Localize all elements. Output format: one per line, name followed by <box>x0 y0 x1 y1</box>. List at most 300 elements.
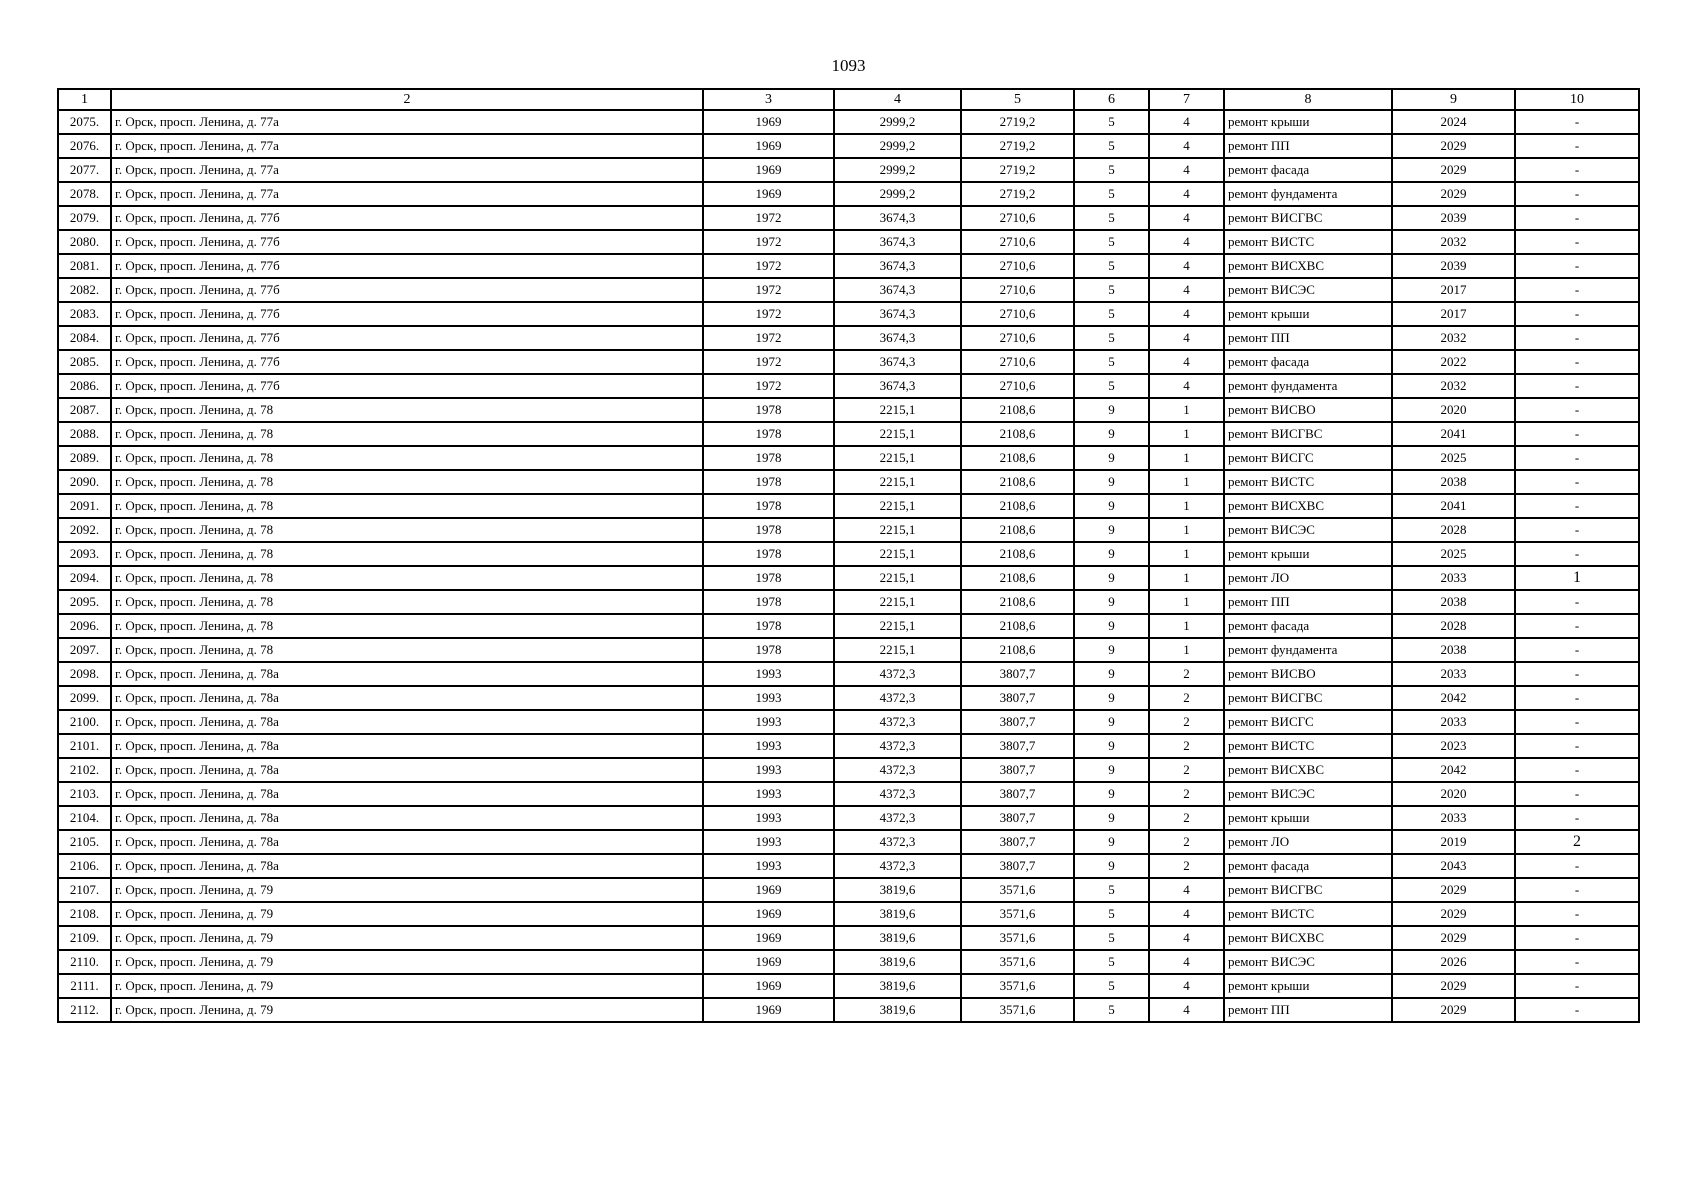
address-cell: г. Орск, просп. Ленина, д. 78 <box>111 398 703 422</box>
total-area-cell: 2215,1 <box>834 590 961 614</box>
planned-year-cell: 2042 <box>1392 758 1515 782</box>
total-area-cell: 3674,3 <box>834 230 961 254</box>
planned-year-cell: 2032 <box>1392 230 1515 254</box>
entrances-cell: 4 <box>1149 350 1224 374</box>
flag-value-cell: - <box>1515 542 1639 566</box>
entrances-cell: 1 <box>1149 614 1224 638</box>
planned-year-cell: 2029 <box>1392 878 1515 902</box>
floors-cell: 9 <box>1074 470 1149 494</box>
living-area-cell: 2710,6 <box>961 254 1074 278</box>
flag-value-cell: 2 <box>1515 830 1639 854</box>
planned-year-cell: 2041 <box>1392 494 1515 518</box>
living-area-cell: 2719,2 <box>961 182 1074 206</box>
work-type-cell: ремонт фасада <box>1224 854 1392 878</box>
flag-value-cell: - <box>1515 710 1639 734</box>
entrances-cell: 2 <box>1149 806 1224 830</box>
table-row <box>58 206 1639 230</box>
address-cell: г. Орск, просп. Ленина, д. 77а <box>111 182 703 206</box>
flag-value-cell: - <box>1515 470 1639 494</box>
address-cell: г. Орск, просп. Ленина, д. 78 <box>111 422 703 446</box>
entrances-cell: 4 <box>1149 950 1224 974</box>
planned-year-cell: 2042 <box>1392 686 1515 710</box>
floors-cell: 9 <box>1074 854 1149 878</box>
floors-cell: 9 <box>1074 638 1149 662</box>
total-area-cell: 4372,3 <box>834 662 961 686</box>
table-row <box>58 254 1639 278</box>
entrances-cell: 1 <box>1149 638 1224 662</box>
floors-cell: 9 <box>1074 710 1149 734</box>
living-area-cell: 2719,2 <box>961 134 1074 158</box>
planned-year-cell: 2041 <box>1392 422 1515 446</box>
table-row <box>58 710 1639 734</box>
entrances-cell: 4 <box>1149 926 1224 950</box>
year-built-cell: 1972 <box>703 374 834 398</box>
flag-value-cell: - <box>1515 398 1639 422</box>
entrances-cell: 1 <box>1149 518 1224 542</box>
floors-cell: 9 <box>1074 758 1149 782</box>
column-number: 3 <box>703 89 834 110</box>
work-type-cell: ремонт ВИСХВС <box>1224 758 1392 782</box>
entrances-cell: 1 <box>1149 494 1224 518</box>
flag-value-cell: - <box>1515 758 1639 782</box>
table-row <box>58 326 1639 350</box>
flag-value-cell: - <box>1515 278 1639 302</box>
work-type-cell: ремонт ВИСТС <box>1224 902 1392 926</box>
work-type-cell: ремонт крыши <box>1224 110 1392 134</box>
table-row <box>58 878 1639 902</box>
year-built-cell: 1972 <box>703 350 834 374</box>
entrances-cell: 1 <box>1149 542 1224 566</box>
living-area-cell: 2108,6 <box>961 494 1074 518</box>
flag-value-cell: - <box>1515 302 1639 326</box>
total-area-cell: 2215,1 <box>834 566 961 590</box>
work-type-cell: ремонт ПП <box>1224 326 1392 350</box>
entrances-cell: 4 <box>1149 134 1224 158</box>
total-area-cell: 3674,3 <box>834 206 961 230</box>
address-cell: г. Орск, просп. Ленина, д. 79 <box>111 950 703 974</box>
entrances-cell: 4 <box>1149 278 1224 302</box>
work-type-cell: ремонт ВИСГВС <box>1224 878 1392 902</box>
living-area-cell: 3571,6 <box>961 926 1074 950</box>
address-cell: г. Орск, просп. Ленина, д. 78 <box>111 518 703 542</box>
total-area-cell: 2215,1 <box>834 422 961 446</box>
row-number-cell: 2086. <box>58 374 111 398</box>
planned-year-cell: 2032 <box>1392 326 1515 350</box>
planned-year-cell: 2028 <box>1392 614 1515 638</box>
address-cell: г. Орск, просп. Ленина, д. 78 <box>111 494 703 518</box>
flag-value-cell: - <box>1515 854 1639 878</box>
row-number-cell: 2084. <box>58 326 111 350</box>
address-cell: г. Орск, просп. Ленина, д. 78 <box>111 590 703 614</box>
planned-year-cell: 2020 <box>1392 398 1515 422</box>
year-built-cell: 1993 <box>703 830 834 854</box>
address-cell: г. Орск, просп. Ленина, д. 77б <box>111 230 703 254</box>
row-number-cell: 2088. <box>58 422 111 446</box>
floors-cell: 9 <box>1074 518 1149 542</box>
row-number-cell: 2103. <box>58 782 111 806</box>
living-area-cell: 2710,6 <box>961 206 1074 230</box>
work-type-cell: ремонт ПП <box>1224 590 1392 614</box>
planned-year-cell: 2033 <box>1392 806 1515 830</box>
flag-value-cell: - <box>1515 206 1639 230</box>
table-row <box>58 446 1639 470</box>
address-cell: г. Орск, просп. Ленина, д. 78а <box>111 686 703 710</box>
address-cell: г. Орск, просп. Ленина, д. 78 <box>111 542 703 566</box>
address-cell: г. Орск, просп. Ленина, д. 78а <box>111 830 703 854</box>
year-built-cell: 1969 <box>703 998 834 1022</box>
table-row <box>58 590 1639 614</box>
year-built-cell: 1972 <box>703 230 834 254</box>
work-type-cell: ремонт ВИСХВС <box>1224 926 1392 950</box>
address-cell: г. Орск, просп. Ленина, д. 79 <box>111 902 703 926</box>
living-area-cell: 2710,6 <box>961 302 1074 326</box>
work-type-cell: ремонт фасада <box>1224 614 1392 638</box>
row-number-cell: 2112. <box>58 998 111 1022</box>
year-built-cell: 1978 <box>703 422 834 446</box>
total-area-cell: 4372,3 <box>834 686 961 710</box>
entrances-cell: 2 <box>1149 734 1224 758</box>
entrances-cell: 2 <box>1149 854 1224 878</box>
year-built-cell: 1993 <box>703 710 834 734</box>
year-built-cell: 1993 <box>703 758 834 782</box>
entrances-cell: 4 <box>1149 902 1224 926</box>
entrances-cell: 2 <box>1149 662 1224 686</box>
row-number-cell: 2082. <box>58 278 111 302</box>
column-number: 4 <box>834 89 961 110</box>
row-number-cell: 2106. <box>58 854 111 878</box>
year-built-cell: 1969 <box>703 110 834 134</box>
address-cell: г. Орск, просп. Ленина, д. 78а <box>111 734 703 758</box>
floors-cell: 9 <box>1074 614 1149 638</box>
row-number-cell: 2083. <box>58 302 111 326</box>
address-cell: г. Орск, просп. Ленина, д. 77а <box>111 134 703 158</box>
address-cell: г. Орск, просп. Ленина, д. 78а <box>111 782 703 806</box>
work-type-cell: ремонт ВИСЭС <box>1224 518 1392 542</box>
work-type-cell: ремонт ВИСТС <box>1224 734 1392 758</box>
floors-cell: 9 <box>1074 806 1149 830</box>
row-number-cell: 2094. <box>58 566 111 590</box>
row-number-cell: 2105. <box>58 830 111 854</box>
living-area-cell: 2710,6 <box>961 278 1074 302</box>
entrances-cell: 4 <box>1149 974 1224 998</box>
address-cell: г. Орск, просп. Ленина, д. 78а <box>111 806 703 830</box>
planned-year-cell: 2017 <box>1392 278 1515 302</box>
planned-year-cell: 2029 <box>1392 974 1515 998</box>
floors-cell: 5 <box>1074 350 1149 374</box>
work-type-cell: ремонт ВИСТС <box>1224 230 1392 254</box>
living-area-cell: 2108,6 <box>961 542 1074 566</box>
flag-value-cell: - <box>1515 446 1639 470</box>
living-area-cell: 2719,2 <box>961 158 1074 182</box>
table-row <box>58 182 1639 206</box>
table-row <box>58 230 1639 254</box>
row-number-cell: 2087. <box>58 398 111 422</box>
row-number-cell: 2095. <box>58 590 111 614</box>
entrances-cell: 1 <box>1149 398 1224 422</box>
flag-value-cell: - <box>1515 734 1639 758</box>
column-number: 9 <box>1392 89 1515 110</box>
planned-year-cell: 2038 <box>1392 470 1515 494</box>
table-row <box>58 926 1639 950</box>
flag-value-cell: - <box>1515 878 1639 902</box>
flag-value-cell: - <box>1515 614 1639 638</box>
work-type-cell: ремонт ВИСГС <box>1224 710 1392 734</box>
planned-year-cell: 2022 <box>1392 350 1515 374</box>
living-area-cell: 3807,7 <box>961 806 1074 830</box>
floors-cell: 9 <box>1074 686 1149 710</box>
floors-cell: 9 <box>1074 590 1149 614</box>
row-number-cell: 2099. <box>58 686 111 710</box>
flag-value-cell: - <box>1515 158 1639 182</box>
planned-year-cell: 2025 <box>1392 446 1515 470</box>
planned-year-cell: 2029 <box>1392 134 1515 158</box>
flag-value-cell: - <box>1515 350 1639 374</box>
planned-year-cell: 2019 <box>1392 830 1515 854</box>
entrances-cell: 4 <box>1149 302 1224 326</box>
row-number-cell: 2100. <box>58 710 111 734</box>
address-cell: г. Орск, просп. Ленина, д. 78а <box>111 758 703 782</box>
work-type-cell: ремонт ВИСГВС <box>1224 686 1392 710</box>
address-cell: г. Орск, просп. Ленина, д. 79 <box>111 974 703 998</box>
planned-year-cell: 2038 <box>1392 638 1515 662</box>
year-built-cell: 1978 <box>703 542 834 566</box>
living-area-cell: 2108,6 <box>961 614 1074 638</box>
entrances-cell: 2 <box>1149 830 1224 854</box>
table-row <box>58 782 1639 806</box>
planned-year-cell: 2038 <box>1392 590 1515 614</box>
work-type-cell: ремонт ВИСГС <box>1224 446 1392 470</box>
floors-cell: 9 <box>1074 734 1149 758</box>
table-row <box>58 998 1639 1022</box>
year-built-cell: 1969 <box>703 974 834 998</box>
total-area-cell: 4372,3 <box>834 734 961 758</box>
address-cell: г. Орск, просп. Ленина, д. 77б <box>111 254 703 278</box>
flag-value-cell: - <box>1515 254 1639 278</box>
floors-cell: 5 <box>1074 878 1149 902</box>
column-number: 6 <box>1074 89 1149 110</box>
table-row <box>58 350 1639 374</box>
row-number-cell: 2093. <box>58 542 111 566</box>
living-area-cell: 3571,6 <box>961 902 1074 926</box>
address-cell: г. Орск, просп. Ленина, д. 77б <box>111 206 703 230</box>
flag-value-cell: 1 <box>1515 566 1639 590</box>
work-type-cell: ремонт фундамента <box>1224 374 1392 398</box>
total-area-cell: 3674,3 <box>834 254 961 278</box>
row-number-cell: 2092. <box>58 518 111 542</box>
work-type-cell: ремонт ВИСГВС <box>1224 206 1392 230</box>
living-area-cell: 2108,6 <box>961 566 1074 590</box>
work-type-cell: ремонт крыши <box>1224 302 1392 326</box>
table-row <box>58 110 1639 134</box>
entrances-cell: 1 <box>1149 470 1224 494</box>
year-built-cell: 1993 <box>703 686 834 710</box>
work-type-cell: ремонт ВИСХВС <box>1224 494 1392 518</box>
floors-cell: 5 <box>1074 278 1149 302</box>
living-area-cell: 3807,7 <box>961 686 1074 710</box>
total-area-cell: 3819,6 <box>834 998 961 1022</box>
row-number-cell: 2104. <box>58 806 111 830</box>
work-type-cell: ремонт ВИСХВС <box>1224 254 1392 278</box>
planned-year-cell: 2029 <box>1392 926 1515 950</box>
floors-cell: 5 <box>1074 950 1149 974</box>
total-area-cell: 3819,6 <box>834 878 961 902</box>
planned-year-cell: 2029 <box>1392 158 1515 182</box>
planned-year-cell: 2025 <box>1392 542 1515 566</box>
flag-value-cell: - <box>1515 638 1639 662</box>
row-number-cell: 2102. <box>58 758 111 782</box>
floors-cell: 9 <box>1074 782 1149 806</box>
column-number-row <box>58 89 1639 110</box>
registry-table <box>57 88 1640 1023</box>
living-area-cell: 2108,6 <box>961 398 1074 422</box>
page-number: 1093 <box>831 56 866 75</box>
living-area-cell: 3571,6 <box>961 950 1074 974</box>
address-cell: г. Орск, просп. Ленина, д. 78а <box>111 854 703 878</box>
total-area-cell: 2999,2 <box>834 182 961 206</box>
year-built-cell: 1969 <box>703 158 834 182</box>
address-cell: г. Орск, просп. Ленина, д. 77б <box>111 278 703 302</box>
column-number: 8 <box>1224 89 1392 110</box>
work-type-cell: ремонт ЛО <box>1224 566 1392 590</box>
work-type-cell: ремонт ВИСВО <box>1224 398 1392 422</box>
entrances-cell: 4 <box>1149 158 1224 182</box>
planned-year-cell: 2032 <box>1392 374 1515 398</box>
total-area-cell: 4372,3 <box>834 830 961 854</box>
year-built-cell: 1978 <box>703 590 834 614</box>
floors-cell: 9 <box>1074 542 1149 566</box>
living-area-cell: 2710,6 <box>961 326 1074 350</box>
flag-value-cell: - <box>1515 134 1639 158</box>
floors-cell: 5 <box>1074 902 1149 926</box>
flag-value-cell: - <box>1515 782 1639 806</box>
total-area-cell: 3819,6 <box>834 926 961 950</box>
total-area-cell: 2215,1 <box>834 614 961 638</box>
living-area-cell: 3807,7 <box>961 710 1074 734</box>
entrances-cell: 4 <box>1149 230 1224 254</box>
total-area-cell: 4372,3 <box>834 854 961 878</box>
work-type-cell: ремонт ВИСЭС <box>1224 278 1392 302</box>
planned-year-cell: 2023 <box>1392 734 1515 758</box>
living-area-cell: 3807,7 <box>961 758 1074 782</box>
flag-value-cell: - <box>1515 950 1639 974</box>
work-type-cell: ремонт ПП <box>1224 134 1392 158</box>
total-area-cell: 3819,6 <box>834 974 961 998</box>
year-built-cell: 1969 <box>703 902 834 926</box>
flag-value-cell: - <box>1515 230 1639 254</box>
row-number-cell: 2110. <box>58 950 111 974</box>
living-area-cell: 3807,7 <box>961 782 1074 806</box>
work-type-cell: ремонт ВИСЭС <box>1224 782 1392 806</box>
work-type-cell: ремонт ВИСЭС <box>1224 950 1392 974</box>
column-number: 5 <box>961 89 1074 110</box>
entrances-cell: 2 <box>1149 758 1224 782</box>
living-area-cell: 2710,6 <box>961 350 1074 374</box>
living-area-cell: 2719,2 <box>961 110 1074 134</box>
total-area-cell: 4372,3 <box>834 806 961 830</box>
address-cell: г. Орск, просп. Ленина, д. 77б <box>111 374 703 398</box>
row-number-cell: 2090. <box>58 470 111 494</box>
address-cell: г. Орск, просп. Ленина, д. 79 <box>111 878 703 902</box>
flag-value-cell: - <box>1515 926 1639 950</box>
year-built-cell: 1972 <box>703 254 834 278</box>
planned-year-cell: 2033 <box>1392 710 1515 734</box>
total-area-cell: 2215,1 <box>834 470 961 494</box>
planned-year-cell: 2024 <box>1392 110 1515 134</box>
row-number-cell: 2111. <box>58 974 111 998</box>
flag-value-cell: - <box>1515 326 1639 350</box>
planned-year-cell: 2029 <box>1392 902 1515 926</box>
planned-year-cell: 2039 <box>1392 254 1515 278</box>
total-area-cell: 3674,3 <box>834 350 961 374</box>
year-built-cell: 1969 <box>703 878 834 902</box>
entrances-cell: 4 <box>1149 182 1224 206</box>
year-built-cell: 1978 <box>703 398 834 422</box>
floors-cell: 5 <box>1074 158 1149 182</box>
total-area-cell: 3674,3 <box>834 278 961 302</box>
flag-value-cell: - <box>1515 590 1639 614</box>
row-number-cell: 2097. <box>58 638 111 662</box>
entrances-cell: 1 <box>1149 446 1224 470</box>
column-number: 2 <box>111 89 703 110</box>
floors-cell: 9 <box>1074 494 1149 518</box>
total-area-cell: 2215,1 <box>834 638 961 662</box>
entrances-cell: 4 <box>1149 374 1224 398</box>
living-area-cell: 2108,6 <box>961 422 1074 446</box>
table-row <box>58 830 1639 854</box>
address-cell: г. Орск, просп. Ленина, д. 77б <box>111 326 703 350</box>
work-type-cell: ремонт фасада <box>1224 350 1392 374</box>
floors-cell: 9 <box>1074 446 1149 470</box>
total-area-cell: 2215,1 <box>834 542 961 566</box>
row-number-cell: 2091. <box>58 494 111 518</box>
address-cell: г. Орск, просп. Ленина, д. 78а <box>111 710 703 734</box>
work-type-cell: ремонт ВИСТС <box>1224 470 1392 494</box>
flag-value-cell: - <box>1515 518 1639 542</box>
flag-value-cell: - <box>1515 374 1639 398</box>
year-built-cell: 1972 <box>703 302 834 326</box>
floors-cell: 5 <box>1074 230 1149 254</box>
row-number-cell: 2080. <box>58 230 111 254</box>
planned-year-cell: 2029 <box>1392 998 1515 1022</box>
row-number-cell: 2101. <box>58 734 111 758</box>
address-cell: г. Орск, просп. Ленина, д. 78 <box>111 566 703 590</box>
year-built-cell: 1969 <box>703 182 834 206</box>
total-area-cell: 2215,1 <box>834 398 961 422</box>
floors-cell: 5 <box>1074 926 1149 950</box>
living-area-cell: 3571,6 <box>961 878 1074 902</box>
living-area-cell: 3807,7 <box>961 734 1074 758</box>
living-area-cell: 2108,6 <box>961 470 1074 494</box>
living-area-cell: 2108,6 <box>961 518 1074 542</box>
floors-cell: 9 <box>1074 398 1149 422</box>
year-built-cell: 1993 <box>703 806 834 830</box>
floors-cell: 5 <box>1074 998 1149 1022</box>
flag-value-cell: - <box>1515 494 1639 518</box>
total-area-cell: 3674,3 <box>834 326 961 350</box>
table-row <box>58 806 1639 830</box>
work-type-cell: ремонт фундамента <box>1224 182 1392 206</box>
flag-value-cell: - <box>1515 110 1639 134</box>
total-area-cell: 3819,6 <box>834 902 961 926</box>
total-area-cell: 2999,2 <box>834 134 961 158</box>
total-area-cell: 4372,3 <box>834 758 961 782</box>
flag-value-cell: - <box>1515 662 1639 686</box>
year-built-cell: 1972 <box>703 326 834 350</box>
total-area-cell: 3674,3 <box>834 302 961 326</box>
column-number: 1 <box>58 89 111 110</box>
row-number-cell: 2076. <box>58 134 111 158</box>
table-row <box>58 950 1639 974</box>
